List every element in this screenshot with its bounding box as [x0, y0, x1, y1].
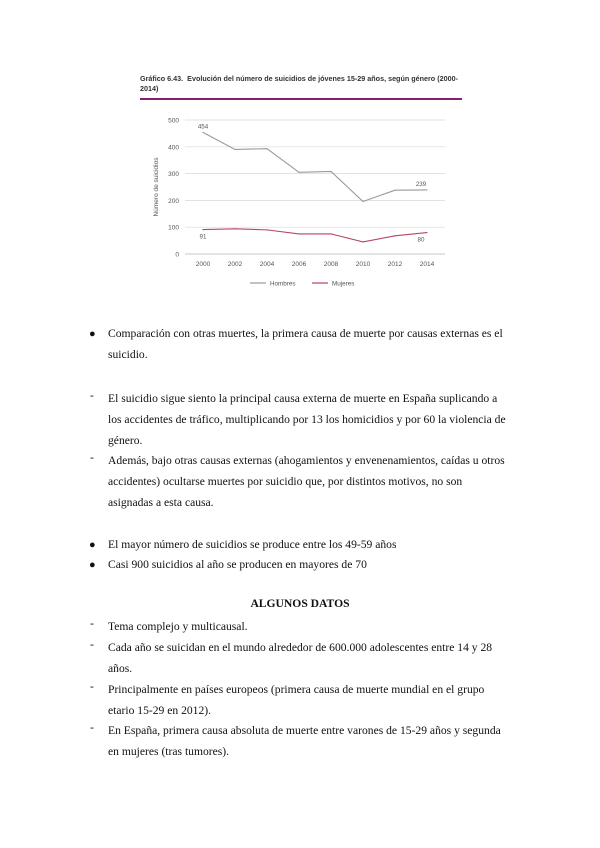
x-tick-label: 2006 [291, 261, 307, 268]
text-line: En España, primera causa absoluta de muerte entre varones de 15-29 años y segunda [108, 724, 501, 737]
y-tick-label: 100 [168, 224, 179, 232]
data-point-mujeres [202, 229, 203, 230]
chart-title-text: Evolución del número de suicidios de jóvenes 15-29 años, según género (2000-2014) [140, 74, 458, 93]
data-point-mujeres [362, 241, 363, 242]
text-line: etario 15-29 en 2012). [108, 703, 212, 717]
text-line: Además, bajo otras causas externas (ahogamientos y envenenamientos, caídas u otros [108, 454, 505, 467]
data-label: 91 [199, 233, 207, 241]
series-line-hombres [203, 132, 427, 201]
y-tick-label: 500 [168, 117, 179, 125]
x-tick-label: 2008 [323, 261, 339, 268]
y-tick-label: 300 [168, 171, 179, 179]
data-point-mujeres [298, 233, 299, 234]
data-point-hombres [266, 148, 267, 149]
y-axis-label: Número de suicidios [153, 157, 160, 217]
bullet-marker: ● [89, 539, 96, 551]
paragraph-hidden-deaths [108, 451, 526, 513]
dash-marker: - [90, 451, 94, 464]
text-line: asignadas a esta causa. [108, 495, 214, 509]
data-point-hombres [234, 149, 235, 150]
text-line: en mujeres (tras tumores). [108, 744, 230, 758]
data-point-mujeres [266, 229, 267, 230]
text-line: años. [108, 661, 133, 675]
paragraph-principal-cause [108, 389, 526, 451]
line-chart [140, 74, 462, 300]
data-point-hombres [330, 171, 331, 172]
chart-title-number: Gráfico 6.43. [140, 74, 184, 83]
data-label: 454 [197, 123, 209, 131]
data-point-hombres [362, 201, 363, 202]
text-line: Comparación con otras muertes, la primera causa de muerte por causas externas es el [108, 327, 503, 340]
paragraph-age-range: El mayor número de suicidios se produce entre los 49-59 años [108, 538, 397, 551]
x-tick-label: 2002 [227, 261, 243, 268]
x-tick-label: 2012 [387, 261, 403, 268]
data-point-hombres [298, 172, 299, 173]
dash-marker: - [90, 638, 94, 651]
x-tick-label: 2014 [419, 261, 435, 268]
data-point-hombres [426, 189, 427, 190]
dash-marker: - [90, 617, 94, 630]
chart-figure [140, 74, 462, 300]
data-label: 80 [417, 236, 425, 244]
data-point-mujeres [426, 232, 427, 233]
text-line: suicidio. [108, 347, 148, 361]
text-line: los accidentes de tráfico, multiplicando por 13 los homicidios y por 60 la violencia de [108, 412, 506, 426]
x-tick-label: 2000 [195, 261, 211, 268]
data-point-mujeres [330, 233, 331, 234]
series-line-mujeres [203, 229, 427, 242]
paragraph-over-70: Casi 900 suicidios al año se producen en mayores de 70 [108, 558, 367, 571]
x-tick-label: 2004 [259, 261, 275, 268]
dash-marker: - [90, 721, 94, 734]
data-point-mujeres [394, 235, 395, 236]
list-item-europe [108, 680, 526, 722]
dash-marker: - [90, 389, 94, 402]
text-line: Principalmente en países europeos (primera causa de muerte mundial en el grupo [108, 683, 485, 696]
list-item-complex: Tema complejo y multicausal. [108, 620, 248, 633]
dash-marker: - [90, 680, 94, 693]
text-line: El suicidio sigue siento la principal causa externa de muerte en España suplicando a [108, 392, 498, 405]
bullet-marker: ● [89, 328, 96, 340]
text-line: Cada año se suicidan en el mundo alrededor de 600.000 adolescentes entre 14 y 28 [108, 641, 493, 654]
data-label: 239 [415, 180, 427, 188]
y-tick-label: 400 [168, 144, 179, 152]
section-heading: ALGUNOS DATOS [250, 597, 350, 610]
text-line: accidentes) ocultarse muertes por suicidio que, por distintos motivos, no son [108, 474, 463, 488]
legend-label: Mujeres [332, 280, 355, 288]
data-point-mujeres [234, 228, 235, 229]
data-point-hombres [394, 190, 395, 191]
y-tick-label: 0 [175, 251, 179, 259]
x-tick-label: 2010 [355, 261, 371, 268]
y-tick-label: 200 [168, 197, 179, 205]
paragraph-comparison [108, 324, 526, 366]
text-line: género. [108, 433, 143, 447]
data-point-hombres [202, 132, 203, 133]
list-item-spain [108, 721, 526, 763]
list-item-worldwide [108, 638, 526, 680]
legend-label: Hombres [270, 280, 296, 288]
bullet-marker: ● [89, 559, 96, 571]
